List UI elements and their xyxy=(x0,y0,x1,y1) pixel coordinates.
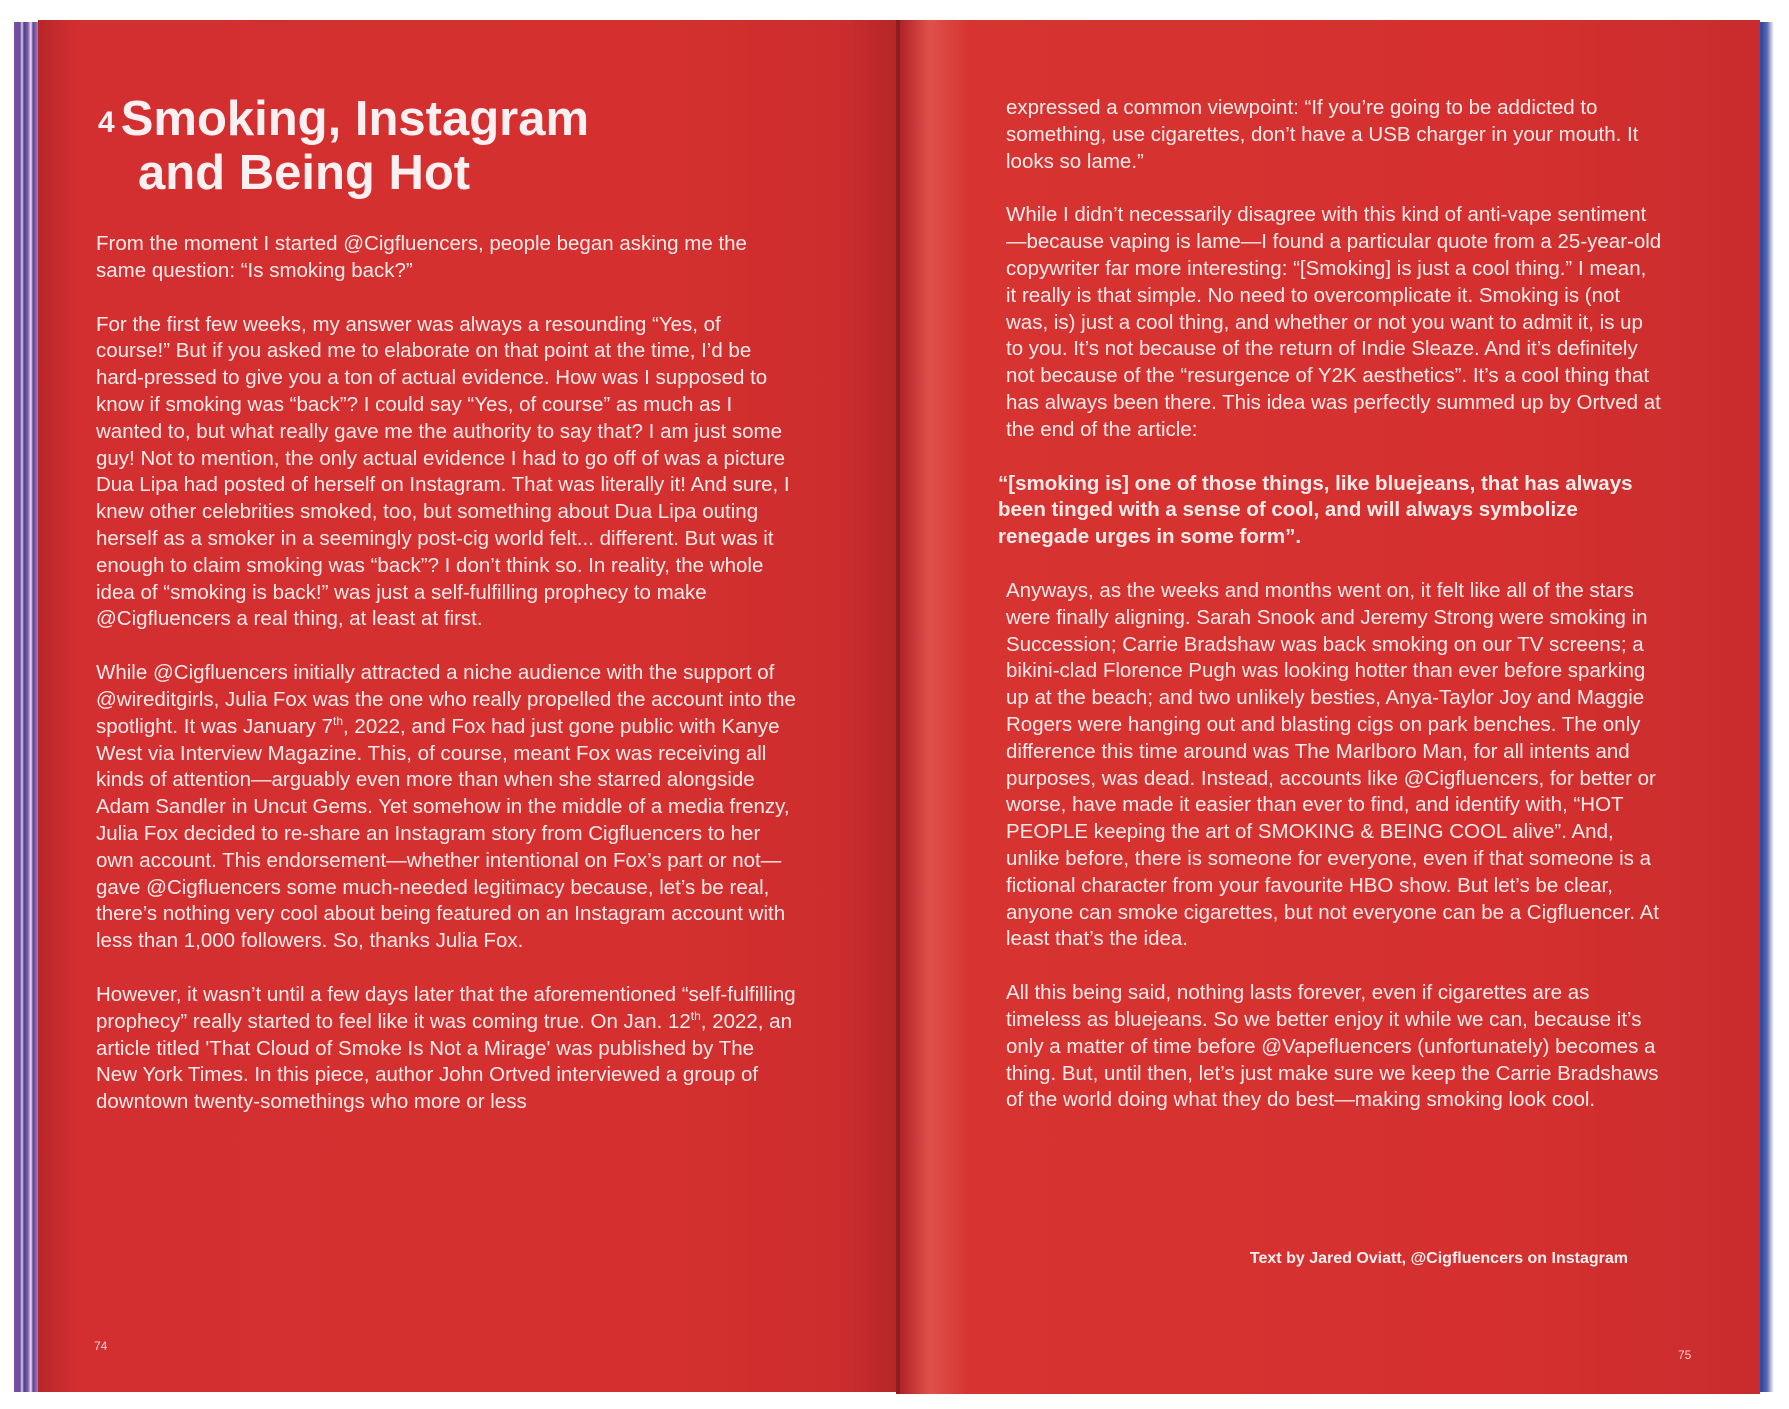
title-line-1: Smoking, Instagram xyxy=(120,92,590,146)
left-paragraph-4-start: However, it wasn’t until a few days later that the aforementioned “self-fulfilling prophecy” really started to feel like it was coming true. On Jan. 12 xyxy=(96,982,796,1033)
left-paragraph-2: For the first few weeks, my answer was always a resounding “Yes, of course!” But if you asked me to elaborate on that point at the time, I’d be hard-pressed to give you a ton of actual evidence. How was I supposed to know if smoking was “back”? I could say “Yes, of course” as much as I wanted to, but what really gave me the authority to say that? I am just some guy! Not to mention, the only actual evidence I had to go off of was a picture Dua Lipa had posted of herself on Instagram. That was literally it! And sure, I knew other celebrities smoked, too, but something about Dua Lipa outing herself as a smoker in a seemingly post-cig world felt... different. But was it enough to claim smoking was “back”? I don’t think so. In reality, the whole idea of “smoking is back!” was just a self-fulfilling prophecy to make @Cigfluencers a real thing, at least at first. xyxy=(96,312,790,631)
ordinal-suffix: th xyxy=(690,1008,701,1023)
chapter-number: 4 xyxy=(98,106,115,139)
left-paragraph-3-end: , 2022, and Fox had just gone public with Kanye West via Interview Magazine. This, of course, meant Fox was receiving all kinds of attention—arguably even more than when she starred alongside Adam Sandler in Uncut Gems. Yet somehow in the middle of a media frenzy, Julia Fox decided to re-share an Instagram story from Cigfluencers to her own account. This endorsement—whether intentional on Fox’s part or not—gave @Cigfluencers some much-needed legitimacy because, let’s be real, there’s nothing very cool about being featured on an Instagram account with less than 1,000 followers. So, thanks Julia Fox. xyxy=(96,714,790,953)
page-number-left: 74 xyxy=(94,1339,108,1353)
left-paragraph-3-start: While @Cigfluencers initially attracted a niche audience with the support of @wireditgirls, Julia Fox was the one who really propelled the account into the spotlight. It was January 7 xyxy=(96,661,796,738)
ordinal-suffix: th xyxy=(333,713,344,728)
left-paragraph-3 xyxy=(96,660,796,955)
left-page xyxy=(38,20,900,1392)
left-paragraph-1: From the moment I started @Cigfluencers, people began asking me the same question: “Is smoking back?” xyxy=(96,232,747,282)
page-number-right: 75 xyxy=(1678,1348,1692,1362)
right-paragraph-4: All this being said, nothing lasts forever, even if cigarettes are as timeless as bluejeans. So we better enjoy it while we can, because it’s only a matter of time before @Vapefluencers (unfortunately) becomes a thing. But, until then, let’s just make sure we keep the Carrie Bradshaws of the world doing what they do best—making smoking look cool. xyxy=(1006,981,1659,1112)
title-line-2: and Being Hot xyxy=(138,146,471,200)
chapter-title xyxy=(98,92,718,200)
right-column xyxy=(998,95,1662,1141)
right-paragraph-3: Anyways, as the weeks and months went on, it felt like all of the stars were finally aligning. Sarah Snook and Jeremy Strong were smoking in Succession; Carrie Bradshaw was back smoking on our TV screens; a bikini-clad Florence Pugh was looking hotter than ever before sparking up at the beach; and two unlikely besties, Anya-Taylor Joy and Maggie Rogers were hanging out and blasting cigs on park benches. The only difference this time around was The Marlboro Man, for all intents and purposes, was dead. Instead, accounts like @Cigfluencers, for better or worse, have made it easier than ever to find, and identify with, “HOT PEOPLE keeping the art of SMOKING & BEING COOL alive”. And, unlike before, there is someone for everyone, even if that someone is a fictional character from your favourite HBO show. But let’s be clear, anyone can smoke cigarettes, but not everyone can be a Cigfluencer. At least that’s the idea. xyxy=(1006,578,1659,951)
left-paragraph-4 xyxy=(96,982,796,1116)
left-paragraph-4-end: , 2022, an article titled 'That Cloud of Smoke Is Not a Mirage' was published by The New York Times. In this piece, author John Ortved interviewed a group of downtown twenty-somethings who more or less xyxy=(96,1009,792,1114)
author-credit: Text by Jared Oviatt, @Cigfluencers on Instagram xyxy=(1249,1250,1628,1267)
right-paragraph-1: expressed a common viewpoint: “If you’re going to be addicted to something, use cigarettes, don’t have a USB charger in your mouth. It looks so lame.” xyxy=(1006,96,1639,173)
pull-quote: “[smoking is] one of those things, like bluejeans, that has always been tinged with a sense of cool, and will always symbolize renegade urges in some form”. xyxy=(998,471,1633,549)
left-column xyxy=(96,231,796,1143)
right-page xyxy=(900,20,1760,1394)
right-paragraph-2: While I didn’t necessarily disagree with this kind of anti-vape sentiment—because vaping is lame—I found a particular quote from a 25-year-old copywriter far more interesting: “[Smoking] is just a cool thing.” I mean, it really is that simple. No need to overcomplicate it. Smoking is (not was, is) just a cool thing, and whether or not you want to admit it, is up to you. It’s not because of the return of Indie Sleaze. And it’s definitely not because of the “resurgence of Y2K aesthetics”. It’s a cool thing that has always been there. This idea was perfectly summed up by Ortved at the end of the article: xyxy=(1006,203,1662,441)
